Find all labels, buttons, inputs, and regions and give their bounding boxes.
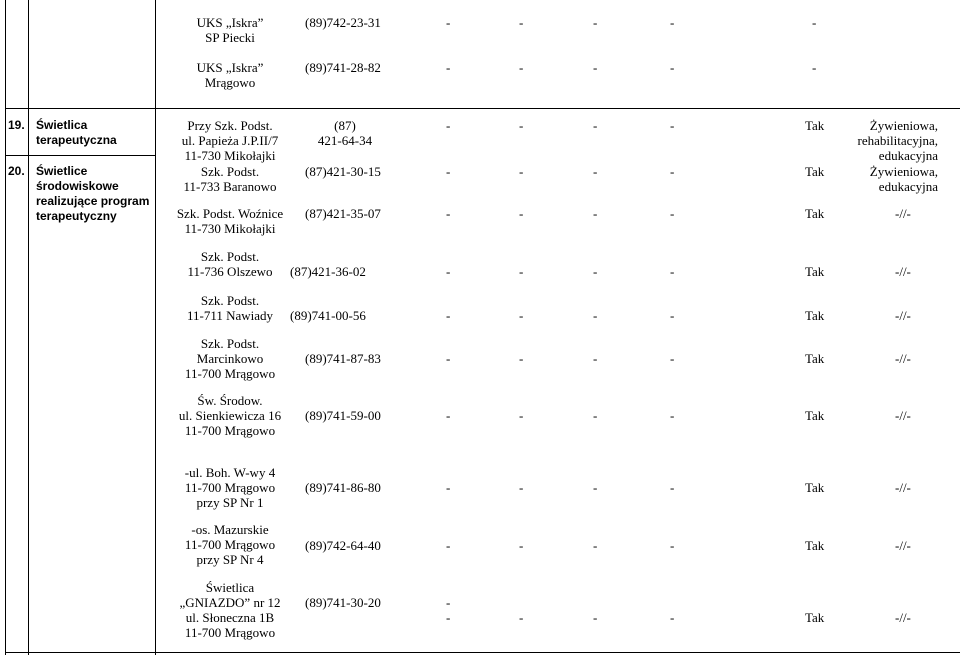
place-cell: UKS „Iskra” Mrągowo [196,60,264,90]
dash-cell: - [593,351,598,366]
activity-type: Żywieniowa, rehabilitacyjna, edukacyjna [857,118,938,163]
dash-cell: - [446,308,451,323]
dash-cell: - [670,610,675,625]
row-divider-middle [5,155,155,156]
dash-cell: - [519,118,524,133]
phone-cell: (89)741-87-83 [305,351,381,366]
place-cell: Przy Szk. Podst. ul. Papieża J.P.II/7 11-730 Mikołajki [181,118,279,163]
dash-cell: - [670,408,675,423]
dash-cell: - [812,60,817,75]
dash-cell: - [812,15,817,30]
activity-type: -//- [895,264,911,279]
yes-cell: Tak [805,308,825,323]
place-cell: -os. Mazurskie 11-700 Mrągowo przy SP Nr 4 [184,522,276,567]
dash-cell: - [446,610,451,625]
dash-cell: - [519,480,524,495]
dash-cell: - [593,610,598,625]
phone-cell: (87)421-36-02 [290,264,366,279]
place-cell: Szk. Podst. Marcinkowo 11-700 Mrągowo [184,336,276,381]
dash-cell: - [593,164,598,179]
row-number: 20. [8,164,25,178]
dash-cell: - [519,408,524,423]
dash-cell: - [446,60,451,75]
dash-cell: - [593,206,598,221]
activity-type: -//- [895,206,911,221]
dash-cell: - [519,60,524,75]
dash-cell: - [446,164,451,179]
row-divider-top [5,108,960,109]
dash-cell: - [446,15,451,30]
phone-cell: (89)741-00-56 [290,308,366,323]
activity-type: -//- [895,308,911,323]
place-cell: -ul. Boh. W-wy 4 11-700 Mrągowo przy SP Nr 1 [184,465,276,510]
dash-cell: - [670,351,675,366]
column-divider-type [155,0,156,655]
row-divider-bottom [5,652,960,653]
place-cell: Szk. Podst. 11-733 Baranowo [183,164,277,194]
place-cell: Świetlica „GNIAZDO” nr 12 ul. Słoneczna 1B 11-700 Mrągowo [179,580,281,640]
dash-cell: - [446,595,451,610]
dash-cell: - [446,538,451,553]
place-cell: Św. Środow. ul. Sienkiewicza 16 11-700 Mrągowo [178,393,282,438]
activity-type: -//- [895,538,911,553]
dash-cell: - [593,15,598,30]
dash-cell: - [593,118,598,133]
place-cell: Szk. Podst. 11-736 Olszewo [187,249,273,279]
yes-cell: Tak [805,118,825,133]
dash-cell: - [670,164,675,179]
yes-cell: Tak [805,264,825,279]
yes-cell: Tak [805,206,825,221]
activity-type: -//- [895,480,911,495]
dash-cell: - [519,264,524,279]
dash-cell: - [446,264,451,279]
dash-cell: - [593,408,598,423]
yes-cell: Tak [805,408,825,423]
phone-cell: (89)741-59-00 [305,408,381,423]
activity-type: Żywieniowa, edukacyjna [869,164,938,194]
facility-type: Świetlice środowiskowe realizujące program terapeutyczny [36,164,150,223]
dash-cell: - [519,308,524,323]
dash-cell: - [670,206,675,221]
column-divider-number [28,0,29,655]
yes-cell: Tak [805,480,825,495]
activity-type: -//- [895,351,911,366]
table-left-border [5,0,6,655]
dash-cell: - [446,408,451,423]
dash-cell: - [519,610,524,625]
phone-cell: (89)741-30-20 [305,595,381,610]
dash-cell: - [593,538,598,553]
dash-cell: - [446,351,451,366]
phone-cell: (89)742-64-40 [305,538,381,553]
dash-cell: - [519,15,524,30]
dash-cell: - [670,118,675,133]
dash-cell: - [519,206,524,221]
facility-type: Świetlica terapeutyczna [36,118,117,147]
row-number: 19. [8,118,25,132]
phone-cell: (89)742-23-31 [305,15,381,30]
phone-cell: (89)741-28-82 [305,60,381,75]
place-cell: UKS „Iskra” SP Piecki [196,15,264,45]
dash-cell: - [519,538,524,553]
dash-cell: - [593,308,598,323]
dash-cell: - [670,480,675,495]
activity-type: -//- [895,408,911,423]
dash-cell: - [519,164,524,179]
dash-cell: - [670,538,675,553]
dash-cell: - [593,264,598,279]
dash-cell: - [593,60,598,75]
dash-cell: - [519,351,524,366]
dash-cell: - [670,264,675,279]
yes-cell: Tak [805,610,825,625]
yes-cell: Tak [805,351,825,366]
place-cell: Szk. Podst. 11-711 Nawiady [186,293,274,323]
yes-cell: Tak [805,538,825,553]
phone-cell: (89)741-86-80 [305,480,381,495]
dash-cell: - [670,15,675,30]
activity-type: -//- [895,610,911,625]
dash-cell: - [446,480,451,495]
dash-cell: - [446,118,451,133]
place-cell: Szk. Podst. Woźnice 11-730 Mikołajki [176,206,284,236]
dash-cell: - [446,206,451,221]
dash-cell: - [670,60,675,75]
dash-cell: - [593,480,598,495]
phone-cell: (87) 421-64-34 [317,118,373,148]
dash-cell: - [670,308,675,323]
phone-cell: (87)421-35-07 [305,206,381,221]
yes-cell: Tak [805,164,825,179]
phone-cell: (87)421-30-15 [305,164,381,179]
